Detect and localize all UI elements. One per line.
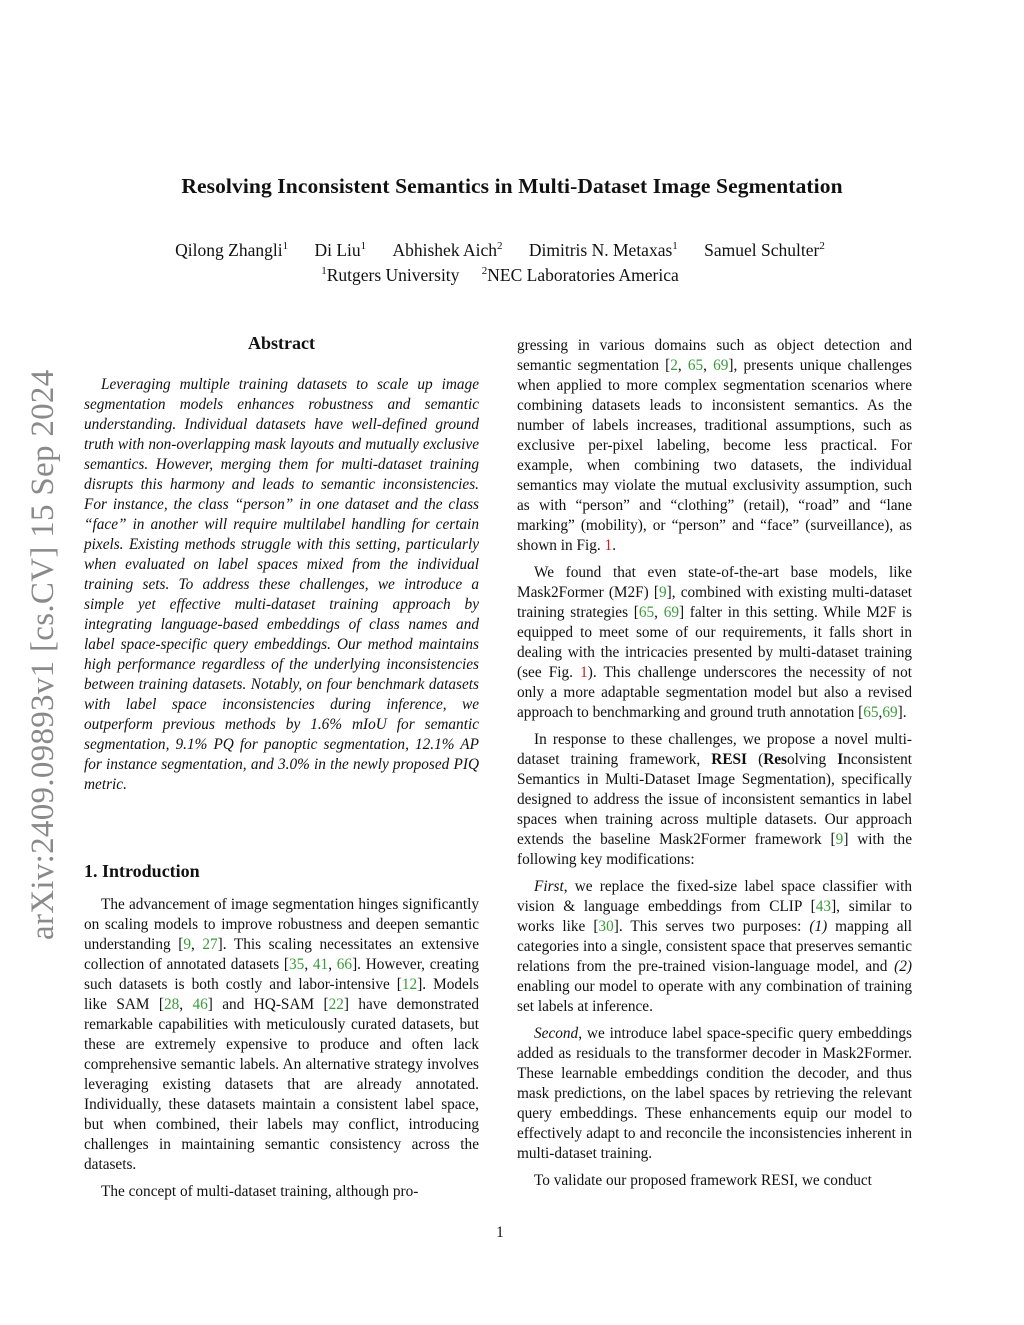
figure-link[interactable]: 1: [580, 664, 588, 681]
citation-link[interactable]: 65: [687, 357, 704, 374]
intro-paragraph-5: First, we replace the fixed-size label space classifier with vision & language embeddings from CLIP [43], similar to works like [30]. This serves two purposes: (1) mapping all categories into a single, consistent space that preserves semantic relations from the pre-trained vision-language model, and (2) enabling our model to operate with any combination of training set labels at inference.: [517, 878, 913, 1015]
intro-heading: 1. Introduction: [84, 861, 200, 881]
intro-paragraph-7: To validate our proposed framework RESI, we conduct: [534, 1172, 872, 1189]
author: Dimitris N. Metaxas$^1$: [528, 240, 678, 260]
citation-link[interactable]: 2: [670, 357, 678, 374]
citation-link[interactable]: 35: [289, 956, 305, 973]
author: Di Liu$^1$: [314, 240, 367, 260]
affiliation: $^2$NEC Laboratories America: [481, 265, 679, 285]
left-column: [84, 333, 479, 1202]
citation-link[interactable]: 12: [401, 976, 418, 993]
citation-link[interactable]: 69: [713, 357, 729, 374]
citation-link[interactable]: 9: [835, 831, 844, 848]
affiliation: $^1$Rutgers University: [321, 265, 460, 285]
citation-link[interactable]: 9: [659, 584, 667, 601]
author: Abhishek Aich$^2$: [392, 240, 503, 260]
citation-link[interactable]: 22: [328, 996, 344, 1013]
abstract-heading: Abstract: [248, 333, 315, 353]
citation-link[interactable]: 41: [312, 956, 329, 973]
intro-paragraph-2: The concept of multi-dataset training, although pro-: [101, 1183, 419, 1200]
author: Samuel Schulter$^2$: [704, 240, 825, 260]
intro-paragraph-2-cont: gressing in various domains such as object detection and semantic segmentation [2, 65, 69], presents unique challenges when applied to more complex segmentation scenarios where combining datasets leads to inconsistent semantics. As the number of labels increases, traditional assumptions, such as exclusive per-pixel labeling, become less practical. For example, when combining two datasets, the individual semantics may violate the mutual exclusivity assumption, such as with “person” and “clothing” (retail), “road” and “lane marking” (mobility), or “person” and “face” (surveillance), as shown in Fig. 1.: [517, 337, 912, 554]
citation-link[interactable]: 9: [183, 936, 191, 953]
intro-paragraph-6: Second, we introduce label space-specific query embeddings added as residuals to the transformer decoder in Mask2Former. These learnable embeddings condition the decoder, and thus mask predictions, on the label spaces by retrieving the relevant query embeddings. These enhancements equip our model to effectively adapt to and reconcile the inconsistencies inherent in multi-dataset training.: [517, 1025, 912, 1162]
paper-title: Resolving Inconsistent Semantics in Multi-Dataset Image Segmentation: [181, 174, 843, 198]
author-list: [0, 240, 1000, 261]
citation-link[interactable]: 46: [192, 996, 208, 1013]
citation-link[interactable]: 65: [863, 704, 879, 721]
citation-link[interactable]: 30: [598, 918, 614, 935]
figure-link[interactable]: 1: [604, 537, 613, 554]
citation-link[interactable]: 69: [663, 604, 679, 621]
citation-link[interactable]: 65: [638, 604, 655, 621]
citation-link[interactable]: 69: [882, 704, 898, 721]
citation-link[interactable]: 43: [815, 898, 832, 915]
right-column: [517, 336, 912, 1191]
abstract-text: Leveraging multiple training datasets to scale up image segmentation models enhances robustness and semantic understanding. Individual datasets have well-defined ground truth with non-overlapping mask layouts and mutually exclusive semantics. However, merging them for multi-dataset training disrupts this harmony and leads to semantic inconsistencies. For instance, the class “person” in one dataset and the class “face” in another will require multilabel handling for certain pixels. Existing methods struggle with this setting, particularly when evaluated on label spaces mixed from the individual training sets. To address these challenges, we introduce a simple yet effective multi-dataset training approach by integrating language-based embeddings of class names and label space-specific query embeddings. Our method maintains high performance regardless of the underlying inconsistencies between training datasets. Notably, on four benchmark datasets with label space inconsistencies during inference, we outperform previous methods by 1.6% mIoU for semantic segmentation, 9.1% PQ for panoptic segmentation, 12.1% AP for instance segmentation, and 3.0% in the newly proposed PIQ metric.: [84, 376, 479, 793]
arxiv-stamp: arXiv:2409.09893v1 [cs.CV] 15 Sep 2024: [25, 369, 61, 940]
citation-link[interactable]: 28: [163, 996, 180, 1013]
affiliation-list: [0, 265, 1000, 286]
intro-paragraph-3: We found that even state-of-the-art base models, like Mask2Former (M2F) [9], combined with existing multi-dataset training strategies [65, 69] falter in this setting. While M2F is equipped to meet some of our requirements, it falls short in dealing with the intricacies presented by multi-dataset training (see Fig. 1). This challenge underscores the necessity of not only a more adaptable segmentation model but also a revised approach to benchmarking and ground truth annotation [65,69].: [517, 564, 912, 721]
citation-link[interactable]: 66: [336, 956, 353, 973]
intro-paragraph-1: The advancement of image segmentation hinges significantly on scaling models to improve robustness and deepen semantic understanding [9, 27]. This scaling necessitates an extensive collection of annotated datasets [35, 41, 66]. However, creating such datasets is both costly and labor-intensive [12]. Models like SAM [28, 46] and HQ-SAM [22] have demonstrated remarkable capabilities with meticulously curated datasets, but these are extremely expensive to produce and often lack comprehensive semantic labels. An alternative strategy involves leveraging existing datasets that are already annotated. Individually, these datasets maintain a consistent label space, but when combined, their labels may conflict, introducing challenges in maintaining semantic consistency across the datasets.: [84, 896, 480, 1173]
citation-link[interactable]: 27: [202, 936, 218, 953]
author: Qilong Zhangli$^1$: [175, 240, 289, 260]
page-number: 1: [496, 1224, 504, 1241]
intro-paragraph-4: In response to these challenges, we propose a novel multi-dataset training framework, RESI (Resolving Inconsistent Semantics in Multi-Dataset Image Segmentation), specifically designed to address the issue of inconsistent semantics in label spaces when training across multiple datasets. Our approach extends the baseline Mask2Former framework [9] with the following key modifications:: [517, 731, 913, 868]
